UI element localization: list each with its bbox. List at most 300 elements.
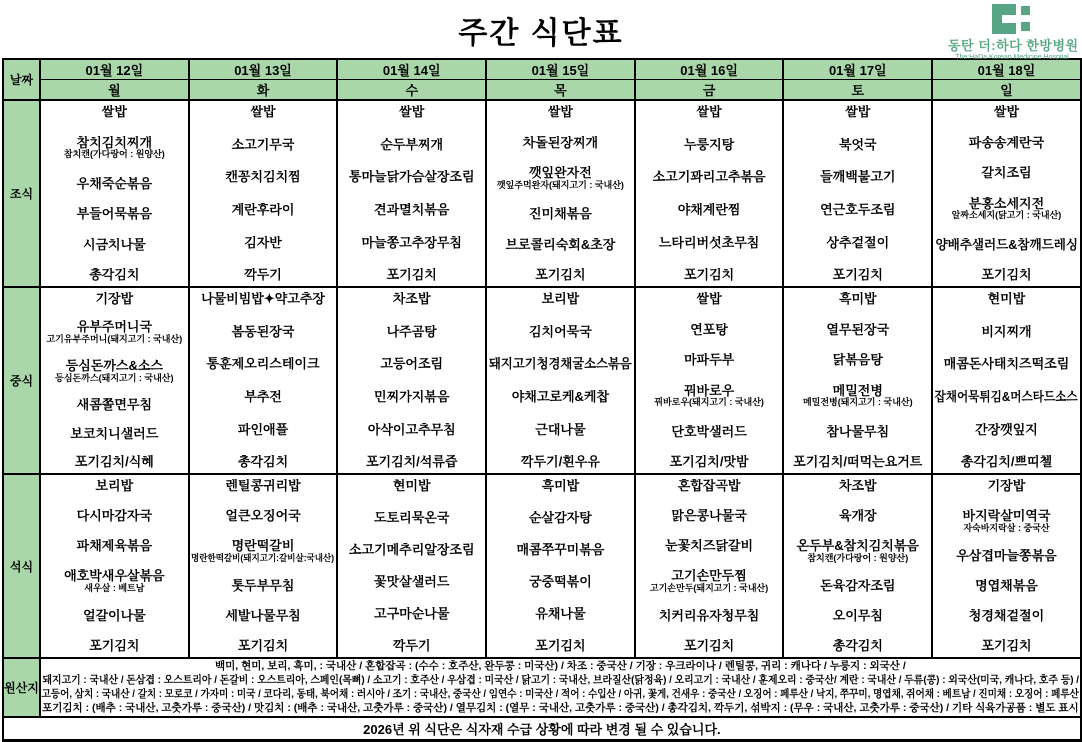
menu-item: [339, 607, 484, 621]
date-cell: 01월 12일: [40, 59, 189, 80]
menu-item-name: 세발나물무침: [225, 609, 301, 624]
menu-item-name: 바지락살미역국: [962, 508, 1051, 523]
menu-item: [339, 236, 484, 250]
menu-item-name: 아삭이고추무침: [367, 422, 456, 437]
menu-item-name: 명란떡갈비: [231, 538, 295, 553]
hospital-name-en: The:HaDa Korean Medicine Hospital: [955, 54, 1069, 61]
menu-item-name: 기장밥: [95, 292, 134, 306]
menu-item: [42, 569, 187, 593]
date-cell: 01월 17일: [783, 59, 932, 80]
menu-item-name: 느타리버섯초무침: [658, 235, 760, 250]
menu-item-name: 깍두기: [392, 639, 431, 653]
menu-item: [339, 138, 484, 152]
menu-item-name: 포기김치: [535, 639, 586, 653]
menu-item: [785, 105, 930, 119]
day-cell: 일: [932, 80, 1081, 101]
menu-item-name: 다시마감자국: [76, 508, 153, 523]
menu-item-name: 민찌가지볶음: [374, 390, 450, 404]
menu-item-name: 흑미밥: [541, 479, 580, 493]
date-cell: 01월 15일: [486, 59, 635, 80]
menu-item-name: 현미밥: [987, 292, 1026, 306]
menu-item-origin-note: 참치캔(가다랑어 : 원양산): [807, 552, 909, 563]
date-header-label: 날짜: [3, 59, 40, 100]
menu-item: [191, 203, 336, 217]
menu-item-name: 얼큰오징어국: [225, 508, 301, 523]
meal-row-label-breakfast: 조식: [3, 100, 40, 287]
menu-item-name: 통훈제오리스테이크: [206, 357, 320, 371]
menu-item: [339, 170, 484, 184]
menu-item: [934, 268, 1079, 282]
menu-cell: [783, 100, 932, 287]
menu-cell: [635, 474, 784, 658]
menu-item-name: 봄동된장국: [231, 324, 295, 339]
menu-item: [42, 509, 187, 523]
menu-item: [934, 423, 1079, 437]
menu-item: [191, 539, 336, 563]
menu-item-name: 우채죽순볶음: [76, 176, 153, 191]
menu-item: [488, 292, 633, 306]
menu-item: [934, 390, 1079, 404]
menu-item: [42, 292, 187, 306]
menu-item-name: 보리밥: [541, 292, 580, 306]
menu-item-name: 명엽채볶음: [975, 579, 1038, 594]
menu-item: [42, 207, 187, 221]
menu-item: [191, 455, 336, 469]
menu-item-name: 간장깻잎지: [975, 422, 1038, 437]
menu-item: [42, 479, 187, 493]
menu-item: [488, 423, 633, 437]
footnote-cell: [3, 717, 1081, 740]
menu-item: [637, 105, 782, 119]
menu-item: [488, 607, 633, 621]
menu-cell: [486, 100, 635, 287]
menu-cell: [486, 474, 635, 658]
menu-item-name: 혼합잡곡밥: [677, 479, 741, 493]
menu-item: [488, 136, 633, 150]
menu-item-name: 근대나물: [535, 422, 586, 437]
menu-item-origin-note: 깻잎주먹완자(돼지고기 : 국내산): [496, 179, 624, 190]
menu-item: [785, 323, 930, 337]
meal-row-label-dinner: 석식: [3, 474, 40, 658]
menu-item: [339, 203, 484, 217]
menu-item: [191, 292, 336, 306]
menu-item-name: 김치어묵국: [529, 324, 592, 339]
menu-item: [785, 639, 930, 653]
menu-item: [785, 170, 930, 184]
menu-item-name: 포기김치/맛밤: [669, 455, 749, 469]
menu-item: [785, 579, 930, 593]
menu-item-origin-note: 고기손만두(돼지고기 : 국내산): [649, 582, 769, 593]
menu-item: [339, 543, 484, 557]
menu-item: [785, 236, 930, 250]
menu-item: [785, 539, 930, 563]
menu-item-name: 야채계란찜: [677, 203, 741, 217]
menu-item: [339, 357, 484, 371]
menu-item: [339, 455, 484, 469]
menu-item-name: 포기김치/떠먹는요거트: [793, 455, 923, 469]
menu-item-name: 쌀밥: [845, 105, 871, 119]
menu-item: [488, 166, 633, 190]
menu-item: [785, 292, 930, 306]
origin-row-label: 원산지: [3, 658, 40, 717]
menu-item-name: 눈꽃치즈닭갈비: [665, 538, 754, 553]
menu-cell: [337, 474, 486, 658]
menu-item: [191, 423, 336, 437]
menu-item: [191, 579, 336, 593]
menu-item-name: 야채고로케&케찹: [511, 390, 610, 404]
menu-item-name: 연포탕: [690, 322, 728, 337]
menu-item-name: 순두부찌개: [380, 137, 444, 152]
menu-item: [42, 136, 187, 160]
menu-item: [785, 509, 930, 523]
menu-item-name: 통마늘닭가슴살장조림: [348, 170, 475, 184]
menu-item: [637, 268, 782, 282]
menu-item: [191, 609, 336, 623]
date-cell: 01월 13일: [189, 59, 338, 80]
menu-item-name: 파인애플: [237, 422, 289, 437]
menu-item: [191, 170, 336, 184]
menu-item: [934, 238, 1079, 252]
menu-item-name: 총각김치/쁘띠첼: [960, 455, 1053, 469]
menu-item: [191, 105, 336, 119]
menu-item: [637, 353, 782, 367]
menu-item-name: 포기김치: [683, 639, 735, 653]
menu-item-name: 쌀밥: [696, 292, 722, 306]
menu-item: [785, 353, 930, 367]
menu-item: [637, 569, 782, 593]
menu-item-name: 우삼겹마늘쫑볶음: [956, 549, 1057, 564]
menu-item: [637, 292, 782, 306]
menu-item: [934, 166, 1079, 180]
menu-item-name: 현미밥: [392, 479, 431, 493]
date-cell: 01월 16일: [635, 59, 784, 80]
menu-item: [488, 357, 633, 371]
menu-item-name: 열무된장국: [826, 322, 890, 337]
menu-item: [488, 268, 633, 282]
menu-item-name: 갈치조림: [981, 166, 1032, 180]
menu-item-name: 얼갈이나물: [82, 609, 146, 624]
menu-item: [339, 511, 484, 525]
menu-cell: [932, 474, 1081, 658]
menu-item: [191, 390, 336, 404]
menu-item-name: 양배추샐러드&참깨드레싱: [935, 237, 1078, 252]
menu-item-name: 쌀밥: [250, 105, 276, 119]
menu-item-name: 보코치니샐러드: [70, 426, 159, 441]
menu-item-name: 맑은콩나물국: [671, 508, 747, 523]
menu-item: [488, 325, 633, 339]
day-cell: 목: [486, 80, 635, 101]
menu-item-name: 포기김치: [981, 639, 1032, 653]
menu-item-name: 오이무침: [832, 609, 883, 624]
day-cell: 월: [40, 80, 189, 101]
menu-item: [339, 575, 484, 589]
menu-item-name: 마늘쫑고추장무침: [361, 235, 462, 250]
menu-item: [339, 105, 484, 119]
menu-item-name: 나물비빔밥✦약고추장: [201, 292, 325, 306]
menu-item-name: 등심돈까스&소스: [65, 359, 163, 374]
menu-item: [785, 609, 930, 623]
menu-item: [191, 509, 336, 523]
menu-item: [637, 455, 782, 469]
menu-item: [488, 575, 633, 589]
menu-item-name: 고기손만두찜: [671, 568, 747, 583]
menu-item-name: 쌀밥: [547, 105, 573, 119]
menu-item: [42, 177, 187, 191]
menu-item-name: 보리밥: [95, 479, 134, 493]
day-cell: 금: [635, 80, 784, 101]
menu-item: [785, 138, 930, 152]
menu-item: [488, 105, 633, 119]
menu-item-name: 치커리유자청무침: [658, 609, 760, 624]
menu-item: [637, 203, 782, 217]
menu-item-name: 총각김치: [237, 455, 289, 469]
menu-item-name: 포기김치: [683, 268, 735, 282]
menu-cell: [337, 287, 486, 474]
menu-item-name: 돈육감자조림: [820, 579, 896, 594]
menu-item: [191, 138, 336, 152]
menu-item: [191, 268, 336, 282]
menu-item-name: 포기김치: [832, 268, 883, 282]
menu-item-name: 누룽지탕: [683, 137, 735, 152]
menu-item-name: 톳두부무침: [231, 579, 295, 594]
menu-item-name: 온두부&참치김치볶음: [796, 538, 919, 553]
menu-item-origin-note: 참치캔(가다랑어 : 원양산): [63, 149, 165, 160]
menu-item-name: 총각김치: [89, 268, 140, 282]
menu-item-name: 견과멸치볶음: [374, 203, 450, 217]
menu-item: [191, 639, 336, 653]
origin-line: 돼지고기 : 국내산 / 돈삼겹 : 오스트리아 / 돈갈비 : 오스트리아, 스페인(목뼈) / 소고기 : 호주산 / 우삼겹 : 미국산 / 닭고기 : 국내산, 브라질산(닭정육) / 오리고기 : 국내산 / 훈제오리 : 중국산/ 계란 : 국내산 / 두류(콩) : 외국산(미국, 캐나다, 호주 등) /: [42, 673, 1079, 686]
day-cell: 수: [337, 80, 486, 101]
menu-item: [934, 292, 1079, 306]
menu-item-name: 포기김치/석류즙: [365, 455, 458, 469]
menu-item: [785, 425, 930, 439]
date-cell: 01월 14일: [337, 59, 486, 80]
menu-item-name: 들깨백불고기: [820, 170, 896, 184]
menu-cell: [635, 287, 784, 474]
menu-item: [785, 203, 930, 217]
menu-item: [934, 357, 1079, 371]
menu-item: [191, 357, 336, 371]
menu-item: [339, 325, 484, 339]
menu-item-name: 참나물무침: [826, 424, 890, 439]
origin-line: 포기김치 : (배추 : 국내산, 고춧가루 : 중국산) / 맛김치 : (배추 : 국내산, 고춧가루 : 중국산) / 열무김치 : (열무 : 국내산, 고춧가루 : 중국산) / 총각김치, 깍두기, 섞박지 : (무우 : 국내산, 고춧가루 : 중국산) / 기타 식육가공품 : 별도 표시: [42, 701, 1079, 714]
menu-item: [42, 639, 187, 653]
menu-item-name: 차조밥: [392, 292, 431, 306]
menu-item: [339, 390, 484, 404]
menu-item-name: 포기김치: [386, 268, 437, 282]
menu-cell: [40, 474, 189, 658]
menu-item-name: 파송송계란국: [968, 135, 1045, 150]
menu-item-name: 비지찌개: [981, 324, 1032, 339]
menu-item: [191, 236, 336, 250]
menu-item: [339, 292, 484, 306]
menu-item: [339, 479, 484, 493]
menu-item-name: 꿔바로우: [683, 383, 735, 398]
menu-cell: [337, 100, 486, 287]
menu-item-name: 분홍소세지전: [968, 196, 1045, 211]
menu-item: [934, 197, 1079, 221]
menu-item: [191, 325, 336, 339]
menu-cell: [932, 287, 1081, 474]
menu-item-name: 돼지고기청경채굴소스볶음: [489, 357, 632, 371]
day-cell: 화: [189, 80, 338, 101]
menu-item: [637, 425, 782, 439]
menu-item-name: 부들어묵볶음: [76, 207, 153, 221]
menu-item-name: 시금치나물: [82, 237, 146, 252]
menu-item-name: 청경채겉절이: [968, 609, 1045, 624]
menu-item-name: 쌀밥: [993, 105, 1020, 119]
menu-item: [637, 236, 782, 250]
menu-item: [785, 455, 930, 469]
menu-item-name: 쌀밥: [696, 105, 722, 119]
menu-item: [488, 238, 633, 252]
menu-item-origin-note: 명란한떡갈비(돼지고기:갈비살:국내산): [191, 552, 335, 563]
menu-item-origin-note: 메밀전병(돼지고기 : 국내산): [802, 397, 913, 408]
menu-cell: [189, 100, 338, 287]
hospital-logo: [948, 4, 1079, 61]
menu-item: [488, 455, 633, 469]
menu-item-name: 메밀전병: [832, 383, 883, 398]
menu-item-origin-note: 등심돈까스(돼지고기 : 국내산): [55, 373, 174, 384]
menu-item: [42, 359, 187, 383]
menu-item-name: 브로콜리숙회&초장: [505, 237, 616, 252]
menu-item: [42, 427, 187, 441]
menu-item: [785, 384, 930, 408]
menu-item-name: 캔꽁치김치찜: [225, 170, 301, 184]
hospital-name: 동탄 더:하다 한방병원: [948, 38, 1079, 53]
menu-item: [42, 105, 187, 119]
menu-item-name: 흑미밥: [838, 292, 877, 306]
origin-cell: [40, 658, 1081, 717]
menu-item: [934, 105, 1079, 119]
menu-cell: [40, 287, 189, 474]
menu-item-name: 기장밥: [987, 479, 1026, 493]
menu-item: [934, 609, 1079, 623]
menu-item-name: 소고기꽈리고추볶음: [652, 170, 766, 184]
menu-item-name: 꽃맛살샐러드: [374, 575, 450, 589]
menu-item: [42, 455, 187, 469]
menu-item: [934, 325, 1079, 339]
menu-item-name: 고등어조림: [380, 357, 444, 371]
menu-item-name: 궁중떡볶이: [529, 575, 592, 589]
origin-line: 고등어, 삼치 : 국내산 / 갈치 : 모로코 / 가자미 : 미국 / 코다리, 동태, 북어채 : 러시아 / 조기 : 국내산, 중국산 / 임연수 : 미국산 / 적어 : 수입산 / 아귀, 꽃게, 건새우 : 중국산 / 오징어 : 페루산 / 낙지, 쭈꾸미, 명엽채, 쥐어채 : 베트남 / 진미채 : 오징어 : 페루산: [41, 687, 1080, 700]
menu-item: [339, 268, 484, 282]
menu-cell: [40, 100, 189, 287]
menu-cell: [635, 100, 784, 287]
menu-item-name: 연근호두조림: [820, 203, 896, 217]
menu-item-name: 소고기메추리알장조림: [348, 543, 475, 557]
menu-item-name: 깍두기: [244, 268, 282, 282]
menu-item: [637, 539, 782, 553]
menu-item: [42, 320, 187, 344]
menu-item: [785, 268, 930, 282]
menu-item-name: 총각김치: [832, 639, 883, 653]
menu-item: [637, 479, 782, 493]
menu-item: [637, 609, 782, 623]
menu-item-name: 쌀밥: [101, 105, 127, 119]
menu-item-name: 유부주머니국: [76, 320, 153, 335]
menu-cell: [932, 100, 1081, 287]
menu-item: [42, 609, 187, 623]
menu-item: [934, 136, 1079, 150]
menu-item-name: 파채제육볶음: [76, 538, 153, 553]
menu-item-name: 포기김치: [89, 639, 140, 653]
menu-item-name: 참치김치찌개: [76, 135, 153, 150]
menu-item: [191, 479, 336, 493]
menu-item: [488, 479, 633, 493]
menu-item-name: 김자반: [244, 235, 282, 250]
menu-item: [42, 398, 187, 412]
menu-item-name: 부추전: [244, 390, 282, 404]
menu-item: [339, 423, 484, 437]
menu-item-name: 포기김치: [237, 639, 289, 653]
menu-item-name: 깍두기/흰우유: [520, 455, 600, 469]
hospital-logo-icon: [989, 4, 1035, 34]
menu-item-name: 포기김치: [981, 268, 1032, 282]
menu-item-name: 도토리묵온국: [374, 511, 450, 525]
menu-item-name: 순살감자탕: [529, 511, 592, 525]
menu-cell: [486, 287, 635, 474]
menu-item-name: 고구마순나물: [374, 607, 450, 621]
menu-item: [42, 268, 187, 282]
menu-item-name: 마파두부: [683, 353, 735, 367]
menu-item-name: 단호박샐러드: [671, 424, 747, 439]
menu-cell: [189, 474, 338, 658]
menu-item: [637, 170, 782, 184]
menu-item: [637, 509, 782, 523]
menu-item: [488, 543, 633, 557]
menu-item-name: 애호박새우살볶음: [64, 568, 165, 583]
menu-item-origin-note: 알짜소세지(닭고기 : 국내산): [951, 210, 1062, 221]
menu-item: [637, 639, 782, 653]
menu-item: [934, 579, 1079, 593]
menu-item-name: 나주곰탕: [386, 324, 437, 339]
menu-item-name: 차조밥: [838, 479, 877, 493]
menu-item-name: 렌틸콩귀리밥: [225, 479, 301, 493]
menu-item-name: 진미채볶음: [529, 207, 592, 221]
menu-item-origin-note: 꿔바로우(돼지고기 : 국내산): [654, 397, 764, 408]
day-cell: 토: [783, 80, 932, 101]
menu-cell: [189, 287, 338, 474]
footnote-text: 2026년 위 식단은 식자재 수급 상황에 따라 변경 될 수 있습니다.: [363, 721, 721, 737]
menu-item-name: 쌀밥: [399, 105, 425, 119]
menu-item: [785, 479, 930, 493]
menu-item-name: 잡채어묵튀김&머스타드소스: [934, 390, 1079, 404]
menu-item-name: 매콤돈사태치즈떡조림: [943, 357, 1070, 371]
menu-item-name: 상추겉절이: [826, 235, 890, 250]
menu-item: [934, 639, 1079, 653]
meal-row-label-lunch: 중식: [3, 287, 40, 474]
menu-item-name: 계란후라이: [231, 203, 295, 217]
menu-item-name: 북엇국: [838, 137, 877, 152]
page-title: 주간 식단표: [458, 17, 624, 50]
menu-item-name: 차돌된장찌개: [522, 135, 599, 150]
menu-item: [934, 455, 1079, 469]
menu-item-name: 포기김치/식혜: [74, 455, 154, 469]
menu-item-name: 유채나물: [535, 607, 586, 621]
menu-item: [42, 539, 187, 553]
menu-item: [637, 138, 782, 152]
menu-item-name: 새콤쫄면무침: [76, 398, 153, 412]
origin-line: 백미, 현미, 보리, 흑미, : 국내산 / 혼합잡곡 : (수수 : 호주산, 완두콩 : 미국산) / 차조 : 중국산 / 기장 : 우크라이나 / 렌틸콩, 귀리 : 캐나다 / 누룽지 : 외국산 /: [215, 660, 906, 672]
menu-item-name: 깻잎완자전: [529, 166, 592, 181]
menu-item: [934, 479, 1079, 493]
menu-item: [488, 639, 633, 653]
menu-item: [488, 511, 633, 525]
menu-item: [934, 509, 1079, 533]
date-cell: 01월 18일: [932, 59, 1081, 80]
menu-cell: [783, 474, 932, 658]
